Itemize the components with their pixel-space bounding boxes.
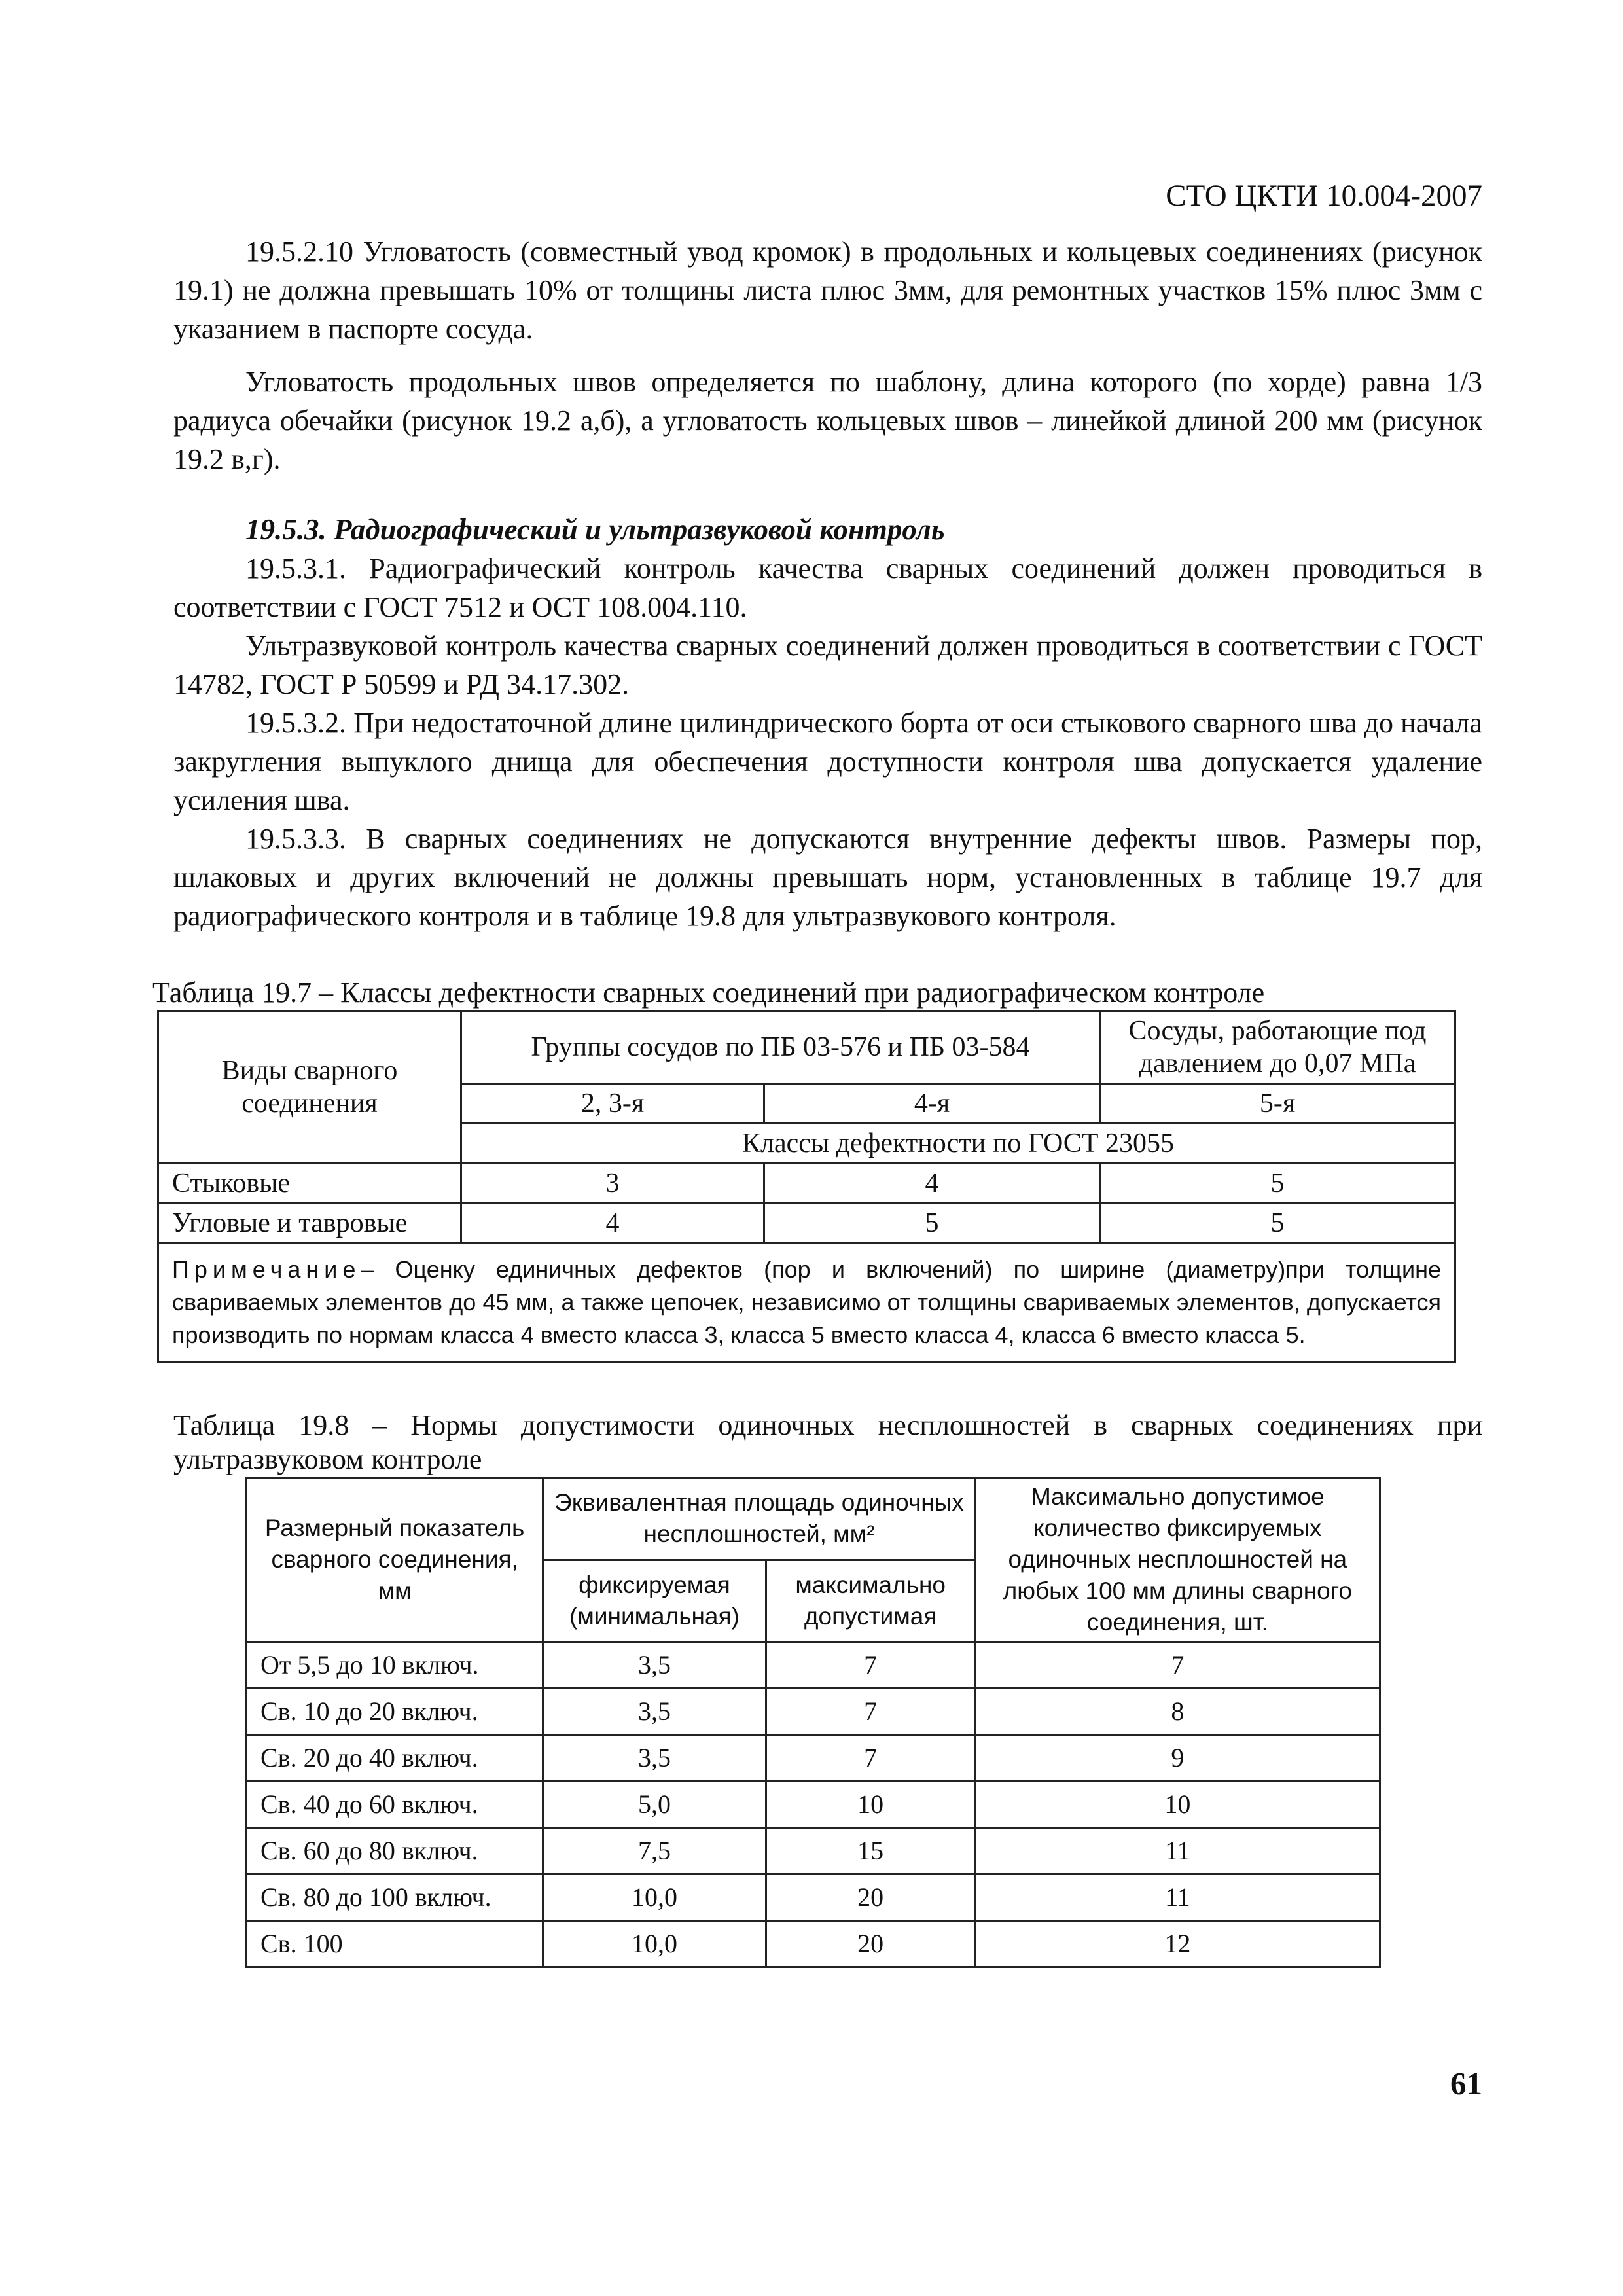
table-cell: 5 [764,1204,1100,1244]
table-cell: 8 [975,1689,1380,1735]
document-code-header: СТО ЦКТИ 10.004-2007 [1166,179,1482,213]
note-label: Примечание [172,1256,361,1283]
col-header-count: Максимально допустимое количество фиксируемых одиночных несплошностей на любых 100 мм длины сварного соединения, шт. [975,1478,1380,1642]
table2-caption: Таблица 19.8 – Нормы допустимости одиночных несплошностей в сварных соединениях при ультразвуковом контроле [173,1409,1482,1475]
sub-header-group-2-3: 2, 3-я [461,1084,764,1124]
table-row [247,1689,1380,1735]
paragraph-angularity-measure: Угловатость продольных швов определяется по шаблону, длина которого (по хорде) равна 1/3 радиуса обечайки (рисунок 19.2 а,б), а угловатость кольцевых швов – линейкой длиной 200 мм (рисунок 19.2 в,г). [173,366,1482,475]
paragraph-radiographic: 19.5.3.1. Радиографический контроль качества сварных соединений должен проводиться в соответствии с ГОСТ 7512 и ОСТ 108.004.110. [173,552,1482,623]
size-cell: Св. 80 до 100 включ. [247,1874,543,1921]
table-cell: 10,0 [543,1921,766,1967]
joint-type-cell: Стыковые [158,1164,461,1204]
paragraph-ultrasonic: Ультразвуковой контроль качества сварных соединений должен проводиться в соответствии с ГОСТ 14782, ГОСТ Р 50599 и РД 34.17.302. [173,630,1482,700]
table-cell: 3,5 [543,1735,766,1782]
table-row [247,1921,1380,1967]
note-text: – Оценку единичных дефектов (пор и включений) по ширине (диаметру)при толщине свариваемых элементов до 45 мм, а также цепочек, независимо от толщины свариваемых элементов, допускается производить по нормам класса 4 вместо класса 3, класса 5 вместо класса 4, класса 6 вместо класса 5. [172,1256,1441,1348]
classes-label: Классы дефектности по ГОСТ 23055 [461,1124,1455,1164]
table-row [247,1828,1380,1874]
table-cell: 7 [766,1642,975,1689]
paragraph-bead-removal: 19.5.3.2. При недостаточной длине цилиндрического борта от оси стыкового сварного шва до начала закругления выпуклого днища для обеспечения доступности контроля шва допускается удаление усиления шва. [173,707,1482,816]
page-content [152,232,1482,1968]
size-cell: Св. 100 [247,1921,543,1967]
col-header-max: максимально допустимая [766,1560,975,1642]
sub-header-group-4: 4-я [764,1084,1100,1124]
joint-type-cell: Угловые и тавровые [158,1204,461,1244]
col-header-area: Эквивалентная площадь одиночных несплошностей, мм² [543,1478,975,1560]
size-cell: Св. 60 до 80 включ. [247,1828,543,1874]
table1-note [158,1244,1455,1362]
table-cell: 20 [766,1874,975,1921]
table-cell: 15 [766,1828,975,1874]
size-cell: Св. 40 до 60 включ. [247,1782,543,1828]
table-cell: 3 [461,1164,764,1204]
table-cell: 3,5 [543,1689,766,1735]
paragraph-defects: 19.5.3.3. В сварных соединениях не допускаются внутренние дефекты швов. Размеры пор, шлаковых и других включений не должны превышать норм, установленных в таблице 19.7 для радиографического контроля и в таблице 19.8 для ультразвукового контроля. [173,823,1482,932]
section-title: 19.5.3. Радиографический и ультразвуковой контроль [245,513,945,546]
table-cell: 7 [766,1689,975,1735]
table-row [247,1642,1380,1689]
table-cell: 7 [766,1735,975,1782]
table-cell: 10,0 [543,1874,766,1921]
col-header-fixed: фиксируемая (минимальная) [543,1560,766,1642]
paragraph-angularity: 19.5.2.10 Угловатость (совместный увод кромок) в продольных и кольцевых соединениях (рисунок 19.1) не должна превышать 10% от толщины листа плюс 3мм, для ремонтных участков 15% плюс 3мм с указанием в паспорте сосуда. [173,236,1482,345]
table-row [247,1782,1380,1828]
sub-header-group-5: 5-я [1100,1084,1455,1124]
table-cell: 5 [1100,1204,1455,1244]
col-header-vessel-groups: Группы сосудов по ПБ 03-576 и ПБ 03-584 [461,1011,1100,1084]
table-row [158,1164,1455,1204]
size-cell: Св. 10 до 20 включ. [247,1689,543,1735]
col-header-size: Размерный показатель сварного соединения, мм [247,1478,543,1642]
table-cell: 11 [975,1874,1380,1921]
table-cell: 7,5 [543,1828,766,1874]
table-row [247,1735,1380,1782]
table1-caption: Таблица 19.7 – Классы дефектности сварных соединений при радиографическом контроле [152,977,1265,1009]
table-cell: 12 [975,1921,1380,1967]
size-cell: От 5,5 до 10 включ. [247,1642,543,1689]
table-cell: 5,0 [543,1782,766,1828]
table-cell: 3,5 [543,1642,766,1689]
table-cell: 7 [975,1642,1380,1689]
table-cell: 11 [975,1828,1380,1874]
table-cell: 9 [975,1735,1380,1782]
defect-classes-table [157,1010,1456,1363]
table-cell: 10 [975,1782,1380,1828]
table-row [158,1204,1455,1244]
col-header-joint-type: Виды сварного соединения [158,1011,461,1164]
page-number: 61 [1450,2066,1482,2102]
table-row [247,1874,1380,1921]
size-cell: Св. 20 до 40 включ. [247,1735,543,1782]
table-cell: 4 [764,1164,1100,1204]
table-cell: 4 [461,1204,764,1244]
table-cell: 20 [766,1921,975,1967]
ultrasonic-norms-table [245,1477,1381,1968]
table-cell: 5 [1100,1164,1455,1204]
col-header-low-pressure: Сосуды, работающие под давлением до 0,07 МПа [1100,1011,1455,1084]
table-cell: 10 [766,1782,975,1828]
